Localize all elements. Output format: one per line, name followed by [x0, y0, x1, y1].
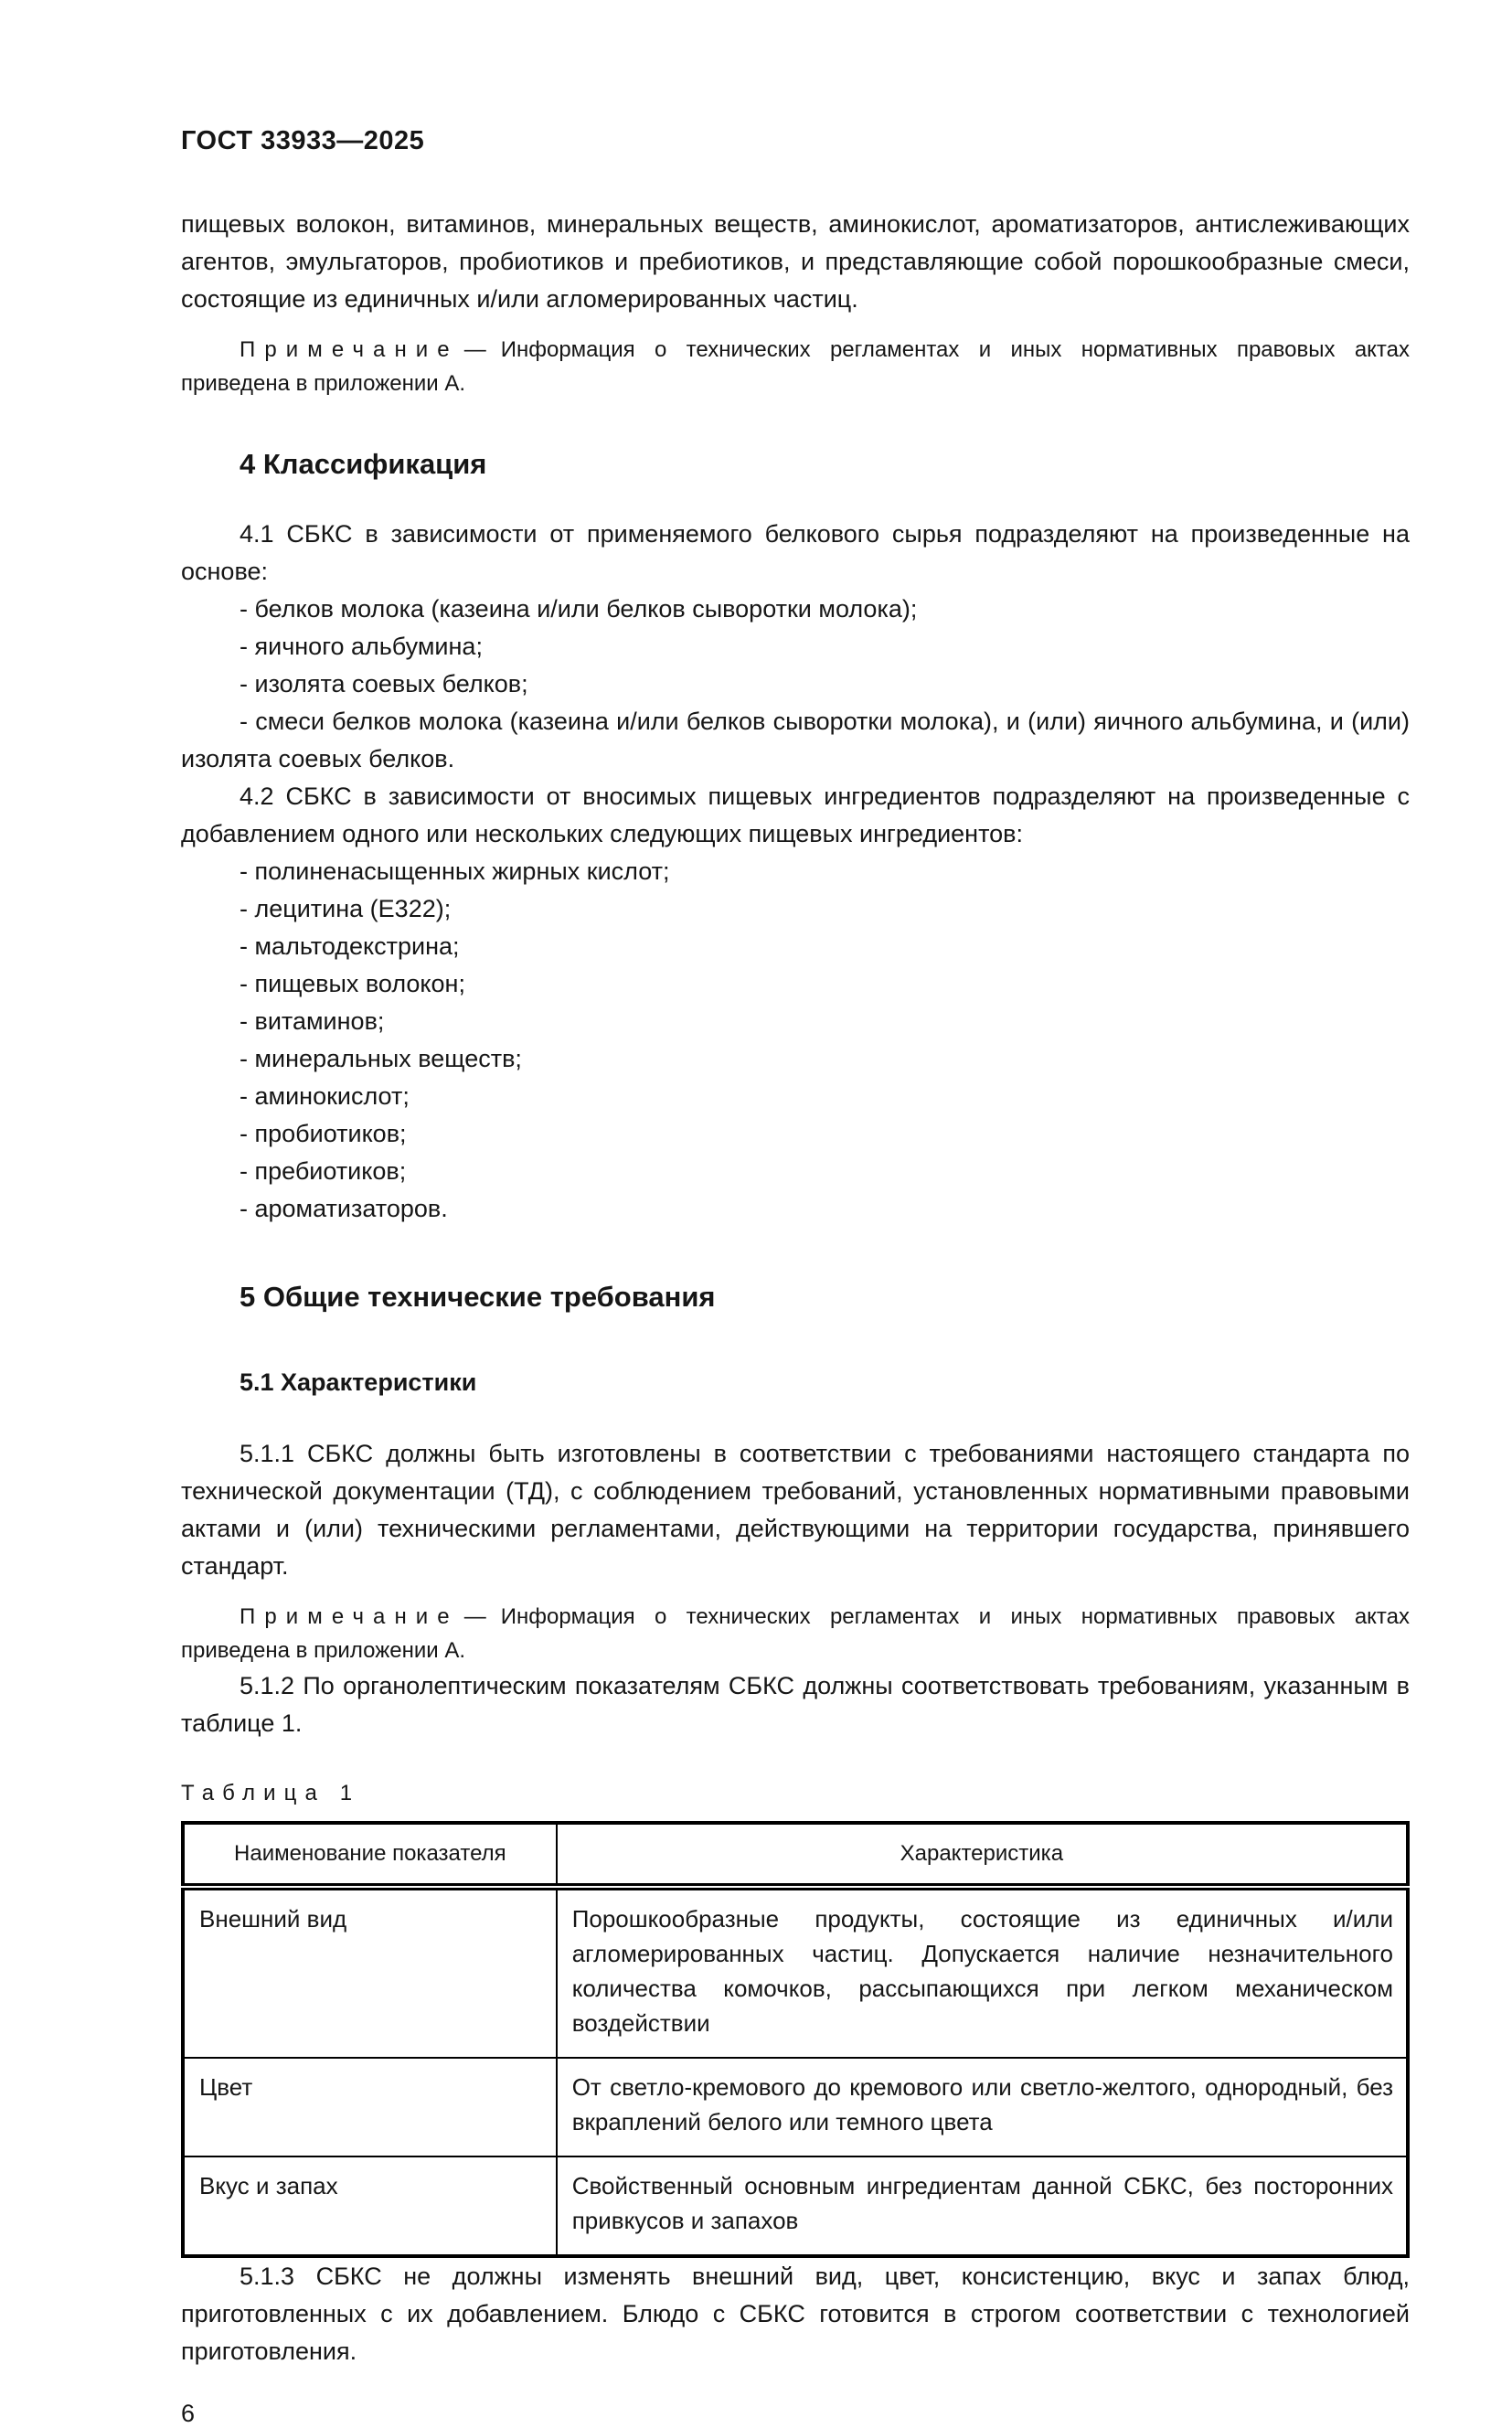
- column-header-characteristic: Характеристика: [557, 1823, 1408, 1887]
- list-item: - лецитина (Е322);: [240, 895, 452, 922]
- table-row: [183, 2156, 1408, 2256]
- table-row: [183, 2058, 1408, 2156]
- row-color-value: От светло-кремового до кремового или светло-желтого, однородный, без вкраплений белого или темного цвета: [557, 2058, 1408, 2156]
- list-item: - смеси белков молока (казеина и/или белков сыворотки молока), и (или) яичного альбумина, и (или) изолята соевых белков.: [181, 708, 1410, 772]
- table-1: [181, 1821, 1410, 2258]
- note-dash: —: [463, 337, 486, 362]
- note-dash: —: [463, 1604, 486, 1629]
- paragraph-4-1: 4.1 СБКС в зависимости от применяемого белкового сырья подразделяют на произведенные на основе:: [181, 520, 1410, 585]
- intro-paragraph: пищевых волокон, витаминов, минеральных веществ, аминокислот, ароматизаторов, антислеживающих агентов, эмульгаторов, пробиотиков и пребиотиков, и представляющие собой порошкообразные смеси, состоящие из единичных и/или агломерированных частиц.: [181, 210, 1410, 313]
- note-block-2: [181, 1600, 1410, 1667]
- list-item: - пищевых волокон;: [240, 970, 465, 997]
- list-item: - аминокислот;: [240, 1082, 410, 1110]
- list-item: - минеральных веществ;: [240, 1045, 522, 1072]
- list-item: - пребиотиков;: [240, 1157, 407, 1185]
- row-taste-name: Вкус и запах: [183, 2156, 557, 2256]
- list-item: - витаминов;: [240, 1007, 385, 1035]
- list-item: - пробиотиков;: [240, 1120, 407, 1147]
- list-item: - яичного альбумина;: [240, 633, 483, 660]
- list-item: - белков молока (казеина и/или белков сыворотки молока);: [240, 595, 918, 623]
- paragraph-5-1-2: 5.1.2 По органолептическим показателям СБКС должны соответствовать требованиям, указанным в таблице 1.: [181, 1672, 1410, 1737]
- list-item: - полиненасыщенных жирных кислот;: [240, 857, 670, 885]
- row-color-name: Цвет: [183, 2058, 557, 2156]
- note-block-1: [181, 333, 1410, 400]
- paragraph-4-2: 4.2 СБКС в зависимости от вносимых пищевых ингредиентов подразделяют на произведенные с добавлением одного или нескольких следующих пищевых ингредиентов:: [181, 783, 1410, 847]
- note-text: Информация о технических регламентах и иных нормативных правовых актах приведена в приложении А.: [181, 337, 1410, 396]
- note-label: Примечание: [240, 337, 459, 362]
- section-5-1-title: 5.1 Характеристики: [240, 1368, 477, 1396]
- paragraph-5-1-3: 5.1.3 СБКС не должны изменять внешний вид, цвет, консистенцию, вкус и запах блюд, приготовленных с их добавлением. Блюдо с СБКС готовится в строгом соответствии с технологией приготовления.: [181, 2263, 1410, 2365]
- table-row: [183, 1887, 1408, 2058]
- row-appearance-value: Порошкообразные продукты, состоящие из единичных и/или агломерированных частиц. Допускается наличие незначительного количества комочков, рассыпающихся при легком механическом воздействии: [557, 1887, 1408, 2058]
- document-number: ГОСТ 33933—2025: [181, 126, 425, 155]
- table-1-label: Таблица 1: [181, 1781, 361, 1805]
- list-item: - мальтодекстрина;: [240, 932, 460, 960]
- note-label: Примечание: [240, 1604, 459, 1629]
- row-appearance-name: Внешний вид: [183, 1887, 557, 2058]
- table-header-row: [183, 1823, 1408, 1887]
- section-5-title: 5 Общие технические требования: [240, 1281, 716, 1313]
- paragraph-5-1-1: 5.1.1 СБКС должны быть изготовлены в соответствии с требованиями настоящего стандарта по технической документации (ТД), с соблюдением требований, установленных нормативными правовыми актами и (или) техническими регламентами, действующими на территории государства, принявшего стандарт.: [181, 1440, 1410, 1580]
- list-item: - ароматизаторов.: [240, 1195, 448, 1222]
- page-number: 6: [181, 2400, 196, 2427]
- column-header-indicator: Наименование показателя: [183, 1823, 557, 1887]
- section-4-title: 4 Классификация: [240, 448, 487, 480]
- list-item: - изолята соевых белков;: [240, 670, 528, 698]
- row-taste-value: Свойственный основным ингредиентам данной СБКС, без посторонних привкусов и запахов: [557, 2156, 1408, 2256]
- note-text: Информация о технических регламентах и иных нормативных правовых актах приведена в приложении А.: [181, 1604, 1410, 1663]
